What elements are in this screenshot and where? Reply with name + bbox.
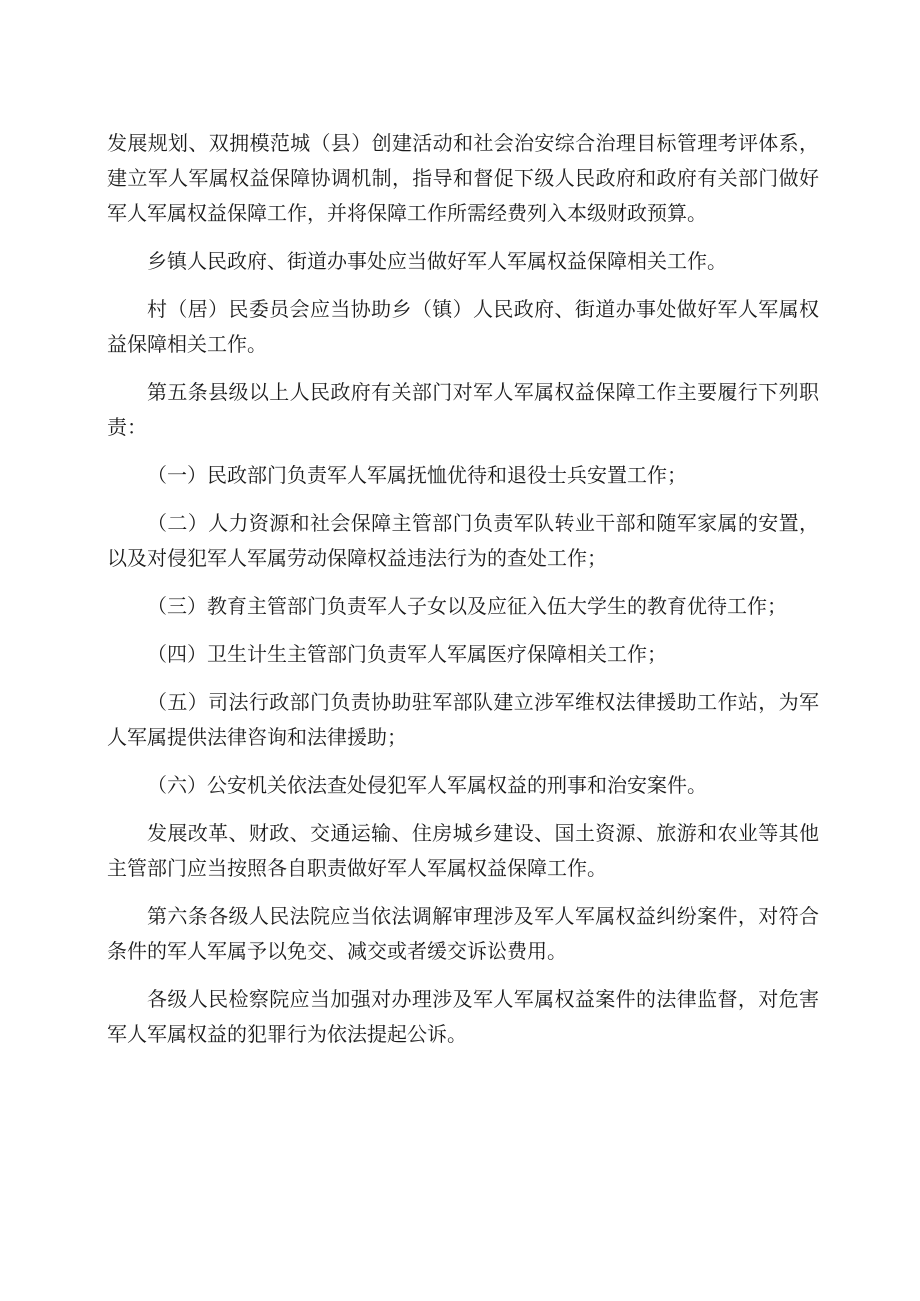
document-body [107,126,819,1065]
list-item-health: （四）卫生计生主管部门负责军人军属医疗保障相关工作； [147,642,667,666]
paragraph-article-5: 第五条县级以上人民政府有关部门对军人军属权益保障工作主要履行下列职责： [107,380,819,439]
list-item-civil-affairs: （一）民政部门负责军人军属抚恤优待和退役士兵安置工作； [147,463,687,487]
paragraph-continuation: 发展规划、双拥模范城（县）创建活动和社会治安综合治理目标管理考评体系，建立军人军属权益保障协调机制，指导和督促下级人民政府和政府有关部门做好军人军属权益保障工作，并将保障工作所需经费列入本级财政预算。 [107,131,819,225]
list-item-justice: （五）司法行政部门负责协助驻军部队建立涉军维权法律援助工作站，为军人军属提供法律咨询和法律援助； [107,690,819,749]
paragraph-village-committee: 村（居）民委员会应当协助乡（镇）人民政府、街道办事处做好军人军属权益保障相关工作。 [107,297,819,356]
list-item-human-resources: （二）人力资源和社会保障主管部门负责军队转业干部和随军家属的安置，以及对侵犯军人军属劳动保障权益违法行为的查处工作； [107,511,819,570]
list-item-education: （三）教育主管部门负责军人子女以及应征入伍大学生的教育优待工作； [147,594,787,618]
paragraph-article-6: 第六条各级人民法院应当依法调解审理涉及军人军属权益纠纷案件，对符合条件的军人军属予以免交、减交或者缓交诉讼费用。 [107,904,819,963]
paragraph-other-departments: 发展改革、财政、交通运输、住房城乡建设、国土资源、旅游和农业等其他主管部门应当按照各自职责做好军人军属权益保障工作。 [107,821,819,880]
paragraph-township: 乡镇人民政府、街道办事处应当做好军人军属权益保障相关工作。 [147,249,727,273]
paragraph-procuratorate: 各级人民检察院应当加强对办理涉及军人军属权益案件的法律监督，对危害军人军属权益的犯罪行为依法提起公诉。 [107,987,819,1046]
list-item-public-security: （六）公安机关依法查处侵犯军人军属权益的刑事和治安案件。 [147,773,707,797]
